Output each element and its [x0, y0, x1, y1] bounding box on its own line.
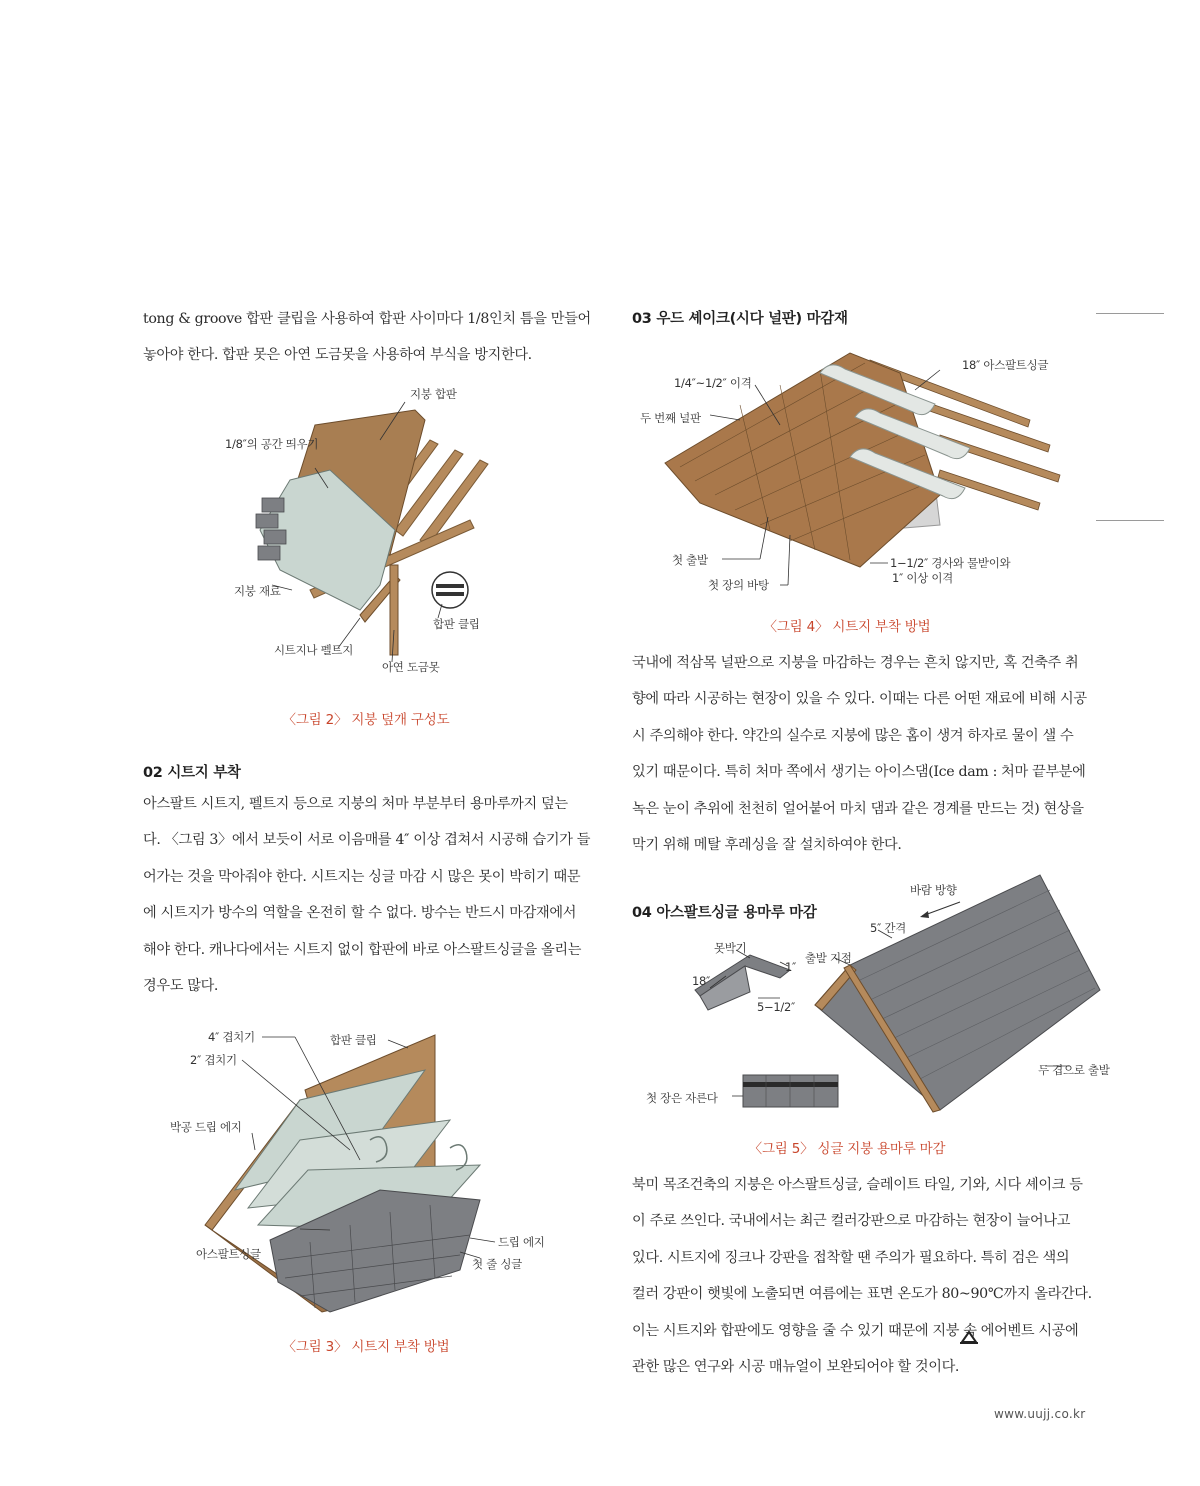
- text-line: 컬러 강판이 햇빛에 노출되면 여름에는 표면 온도가 80~90℃까지 올라간다.: [632, 1286, 1092, 1303]
- text-line: 시 주의해야 한다. 약간의 실수로 지붕에 많은 홈이 생겨 하자로 물이 샐 수: [632, 727, 1074, 744]
- label-plywood-clip: 합판 클립: [433, 617, 480, 631]
- label-dim-1: 1″: [785, 960, 797, 974]
- section-04-paragraph: [632, 1167, 1092, 1385]
- label-galv-nail: 아연 도금못: [382, 660, 440, 674]
- text-line: 해야 한다. 캐나다에서는 시트지 없이 합판에 바로 아스팔트싱글을 올리는: [143, 941, 582, 958]
- figure-5-illustration: [640, 870, 1120, 1120]
- text-line: 있다. 시트지에 징크나 강판을 접착할 땐 주의가 필요하다. 특히 검은 색의: [632, 1249, 1070, 1266]
- label-nailing: 못박기: [714, 941, 747, 955]
- footer-url: www.uujj.co.kr: [994, 1407, 1086, 1421]
- margin-rule-bottom: [1096, 520, 1164, 521]
- section-02-heading: 02 시트지 부착: [143, 765, 241, 781]
- label-asphalt-shingle: 아스팔트싱글: [196, 1247, 261, 1261]
- label-gap-5: 5″ 간격: [870, 921, 906, 935]
- label-cut-first: 첫 장은 자른다: [646, 1091, 718, 1105]
- end-mark-icon-svg: [960, 1330, 978, 1344]
- label-plywood-clip: 합판 클립: [330, 1033, 377, 1047]
- text-line: 막기 위해 메탈 후레싱을 잘 설치하여야 한다.: [632, 837, 902, 854]
- figure-3-illustration: [160, 1020, 580, 1320]
- figure-4-illustration: [640, 345, 1080, 605]
- label-overlap-2: 2″ 겹치기: [190, 1053, 237, 1067]
- label-wind-direction: 바람 방향: [910, 883, 957, 897]
- text-line: 향에 따라 시공하는 현장이 있을 수 있다. 이때는 다른 어떤 재료에 비해 시공: [632, 691, 1087, 708]
- text-line: 아스팔트 시트지, 펠트지 등으로 지붕의 처마 부분부터 용마루까지 덮는: [143, 796, 568, 812]
- label-second-board: 두 번째 널판: [640, 411, 701, 425]
- figure-5-caption: 〈그림 5〉 싱글 지붕 용마루 마감: [748, 1141, 946, 1157]
- label-gable-drip-edge: 박공 드립 에지: [170, 1120, 242, 1134]
- text-line: 국내에 적삼목 널판으로 지붕을 마감하는 경우는 흔치 않지만, 혹 건축주 취: [632, 655, 1079, 671]
- label-roof-material: 지붕 재료: [234, 584, 281, 598]
- label-gap: 1/8″의 공간 띄우기: [225, 437, 319, 451]
- section-02-paragraph: [143, 786, 589, 1004]
- roof-deck-drawing: [220, 380, 540, 680]
- label-roof-plywood: 지붕 합판: [410, 387, 457, 401]
- ridge-finish-drawing: [640, 870, 1120, 1120]
- text-line: 이 주로 쓰인다. 국내에서는 최근 컬러강판으로 마감하는 현장이 늘어나고: [632, 1213, 1071, 1230]
- label-start-point: 출발 지점: [805, 951, 852, 965]
- label-drip-edge: 드립 에지: [498, 1235, 545, 1249]
- text-line: 어가는 것을 막아줘야 한다. 시트지는 싱글 마감 시 많은 못이 박히기 때문: [143, 868, 581, 885]
- text-line: 놓아야 한다. 합판 못은 아연 도금못을 사용하여 부식을 방지한다.: [143, 347, 532, 364]
- text-line: 이는 시트지와 합판에도 영향을 줄 수 있기 때문에 지붕 속 에어벤트 시공에: [632, 1322, 1079, 1339]
- label-first-start: 첫 출발: [672, 553, 708, 567]
- margin-rule-top: [1096, 313, 1164, 314]
- text-line: 녹은 눈이 추위에 천천히 얼어붙어 마치 댐과 같은 경계를 만드는 것) 현상을: [632, 800, 1084, 817]
- label-spacing: 1/4″~1/2″ 이격: [674, 376, 752, 390]
- figure-4-caption: 〈그림 4〉 시트지 부착 방법: [763, 619, 931, 635]
- text-line: 다. 〈그림 3〉에서 보듯이 서로 이음매를 4″ 이상 겹쳐서 시공해 습기가 들: [143, 832, 591, 849]
- label-overlap-4: 4″ 겹치기: [208, 1030, 255, 1044]
- label-dim-18: 18″: [692, 974, 711, 988]
- label-asphalt-18: 18″ 아스팔트싱글: [962, 358, 1049, 372]
- figure-2-illustration: [220, 380, 540, 680]
- figure-3-caption: 〈그림 3〉 시트지 부착 방법: [282, 1339, 450, 1355]
- section-03-paragraph: [632, 645, 1087, 863]
- label-first-base: 첫 장의 바탕: [708, 578, 769, 592]
- section-03-heading: 03 우드 셰이크(시다 널판) 마감재: [632, 311, 848, 327]
- section-04-heading: 04 아스팔트싱글 용마루 마감: [632, 905, 817, 921]
- text-line: tong & groove 합판 클립을 사용하여 합판 사이마다 1/8인치 틈을 만들어: [143, 311, 591, 327]
- text-line: 에 시트지가 방수의 역할을 온전히 할 수 없다. 방수는 반드시 마감재에서: [143, 905, 577, 922]
- label-slope-a: 1−1/2″ 경사와 물받이와: [890, 556, 1011, 570]
- text-line: 경우도 많다.: [143, 978, 219, 995]
- label-slope-b: 1″ 이상 이격: [892, 571, 953, 585]
- intro-paragraph: [143, 301, 589, 374]
- figure-2-caption: 〈그림 2〉 지붕 덮개 구성도: [282, 712, 450, 728]
- end-mark-icon: [960, 1330, 978, 1344]
- text-line: 있기 때문이다. 특히 처마 쪽에서 생기는 아이스댐(Ice dam : 처마 끝부분에: [632, 764, 1086, 781]
- label-double-start: 두 겹으로 출발: [1038, 1063, 1110, 1077]
- label-dim-5: 5−1/2″: [757, 1000, 795, 1014]
- label-first-row-shingle: 첫 줄 싱글: [472, 1257, 522, 1271]
- text-line: 관한 많은 연구와 시공 매뉴얼이 보완되어야 할 것이다.: [632, 1359, 960, 1376]
- label-sheathing: 시트지나 펠트지: [274, 643, 354, 657]
- text-line: 북미 목조건축의 지붕은 아스팔트싱글, 슬레이트 타일, 기와, 시다 셰이크 등: [632, 1177, 1083, 1193]
